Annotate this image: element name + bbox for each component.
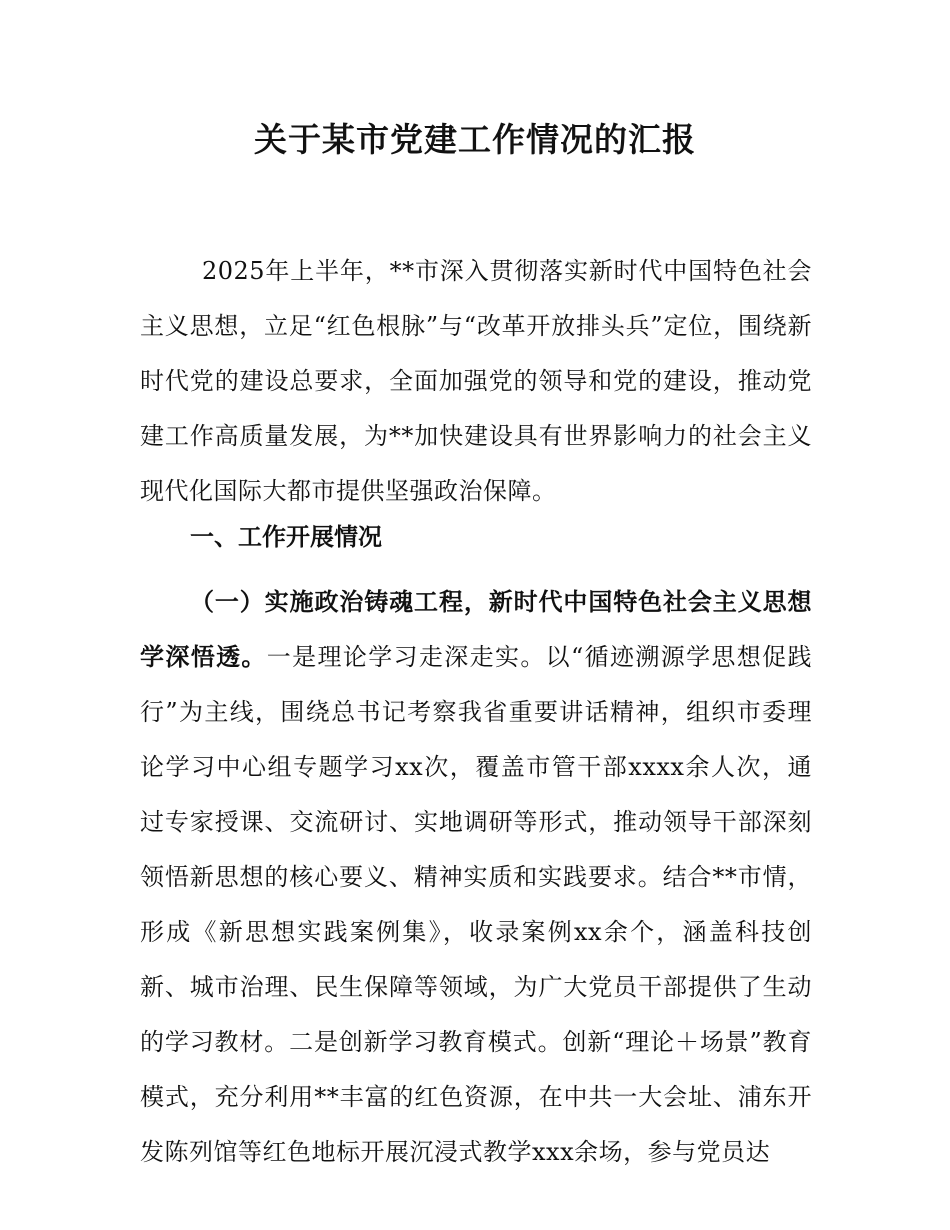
subsection-paragraph — [140, 575, 812, 1180]
intro-paragraph: 2025年上半年，**市深入贯彻落实新时代中国特色社会主义思想，立足“红色根脉”与“改革开放排头兵”定位，围绕新时代党的建设总要求，全面加强党的领导和党的建设，推动党建工作高质量发展，为**加快建设具有世界影响力的社会主义现代化国际大都市提供坚强政治保障。 — [140, 257, 812, 505]
section-heading: 一、工作开展情况 — [190, 523, 382, 551]
subsection-heading: （一）实施政治铸魂工程，新时代中国特色社会主义思想学深悟透。 — [140, 588, 812, 671]
subsection-body: 一是理论学习走深走实。以“循迹溯源学思想促践行”为主线，围绕总书记考察我省重要讲话精神，组织市委理论学习中心组专题学习xx次，覆盖市管干部xxxx余人次，通过专家授课、交流研讨、实地调研等形式，推动领导干部深刻领悟新思想的核心要义、精神实质和实践要求。结合**市情，形成《新思想实践案例集》，收录案例xx余个，涵盖科技创新、城市治理、民生保障等领域，为广大党员干部提供了生动的学习教材。二是创新学习教育模式。创新“理论＋场景”教育模式，充分利用**丰富的红色资源，在中共一大会址、浦东开发陈列馆等红色地标开展沉浸式教学xxx余场，参与党员达 — [140, 643, 812, 1166]
document-title: 关于某市党建工作情况的汇报 — [254, 120, 696, 159]
